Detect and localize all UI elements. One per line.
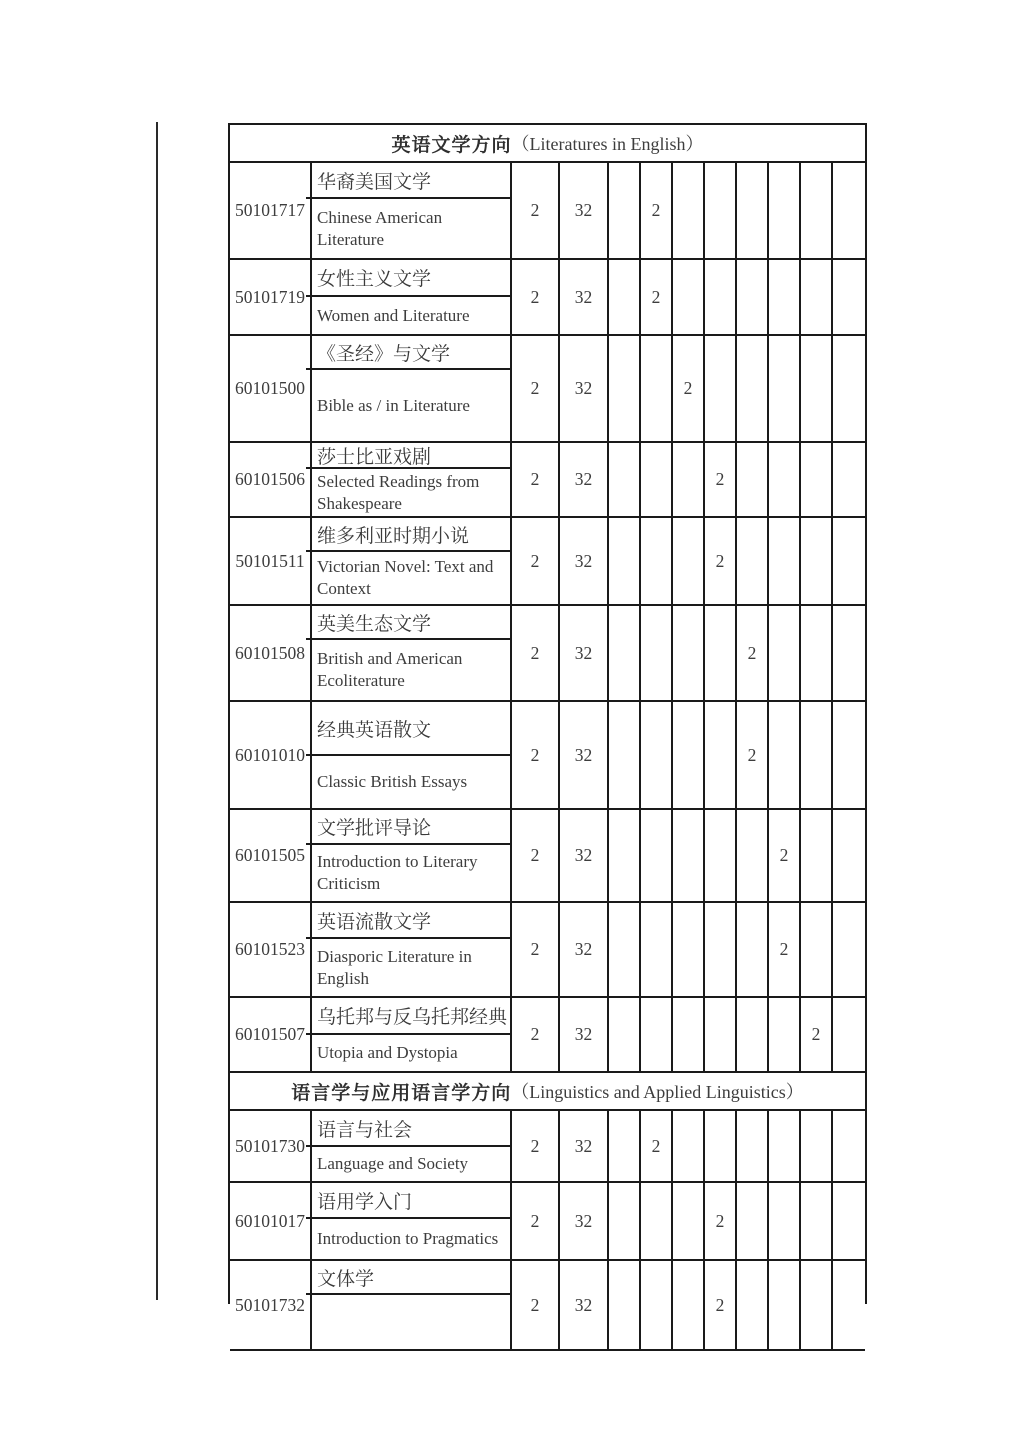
semester-value-cell: 2 — [641, 163, 673, 258]
course-name-en: Chinese American Literature — [317, 207, 443, 249]
semester-cell — [641, 702, 673, 808]
semester-cell — [737, 518, 769, 604]
hours-cell: 32 — [560, 1183, 609, 1259]
credits-cell: 2 — [512, 1183, 560, 1259]
semester-cell — [737, 163, 769, 258]
course-row — [230, 702, 865, 810]
semester-cell — [609, 1183, 641, 1259]
semester-cell — [801, 903, 833, 996]
course-name-cell — [312, 336, 512, 441]
semester-cell — [801, 443, 833, 516]
course-code-cell: 50101730 — [230, 1111, 312, 1181]
credits-cell: 2 — [512, 810, 560, 901]
semester-cell — [801, 702, 833, 808]
course-row — [230, 163, 865, 260]
semester-cell — [737, 443, 769, 516]
semester-cell — [769, 998, 801, 1071]
credits-cell: 2 — [512, 260, 560, 334]
hours-cell: 32 — [560, 1261, 609, 1349]
curriculum-table — [228, 123, 867, 1315]
semester-cell — [833, 903, 865, 996]
name-divider-stub — [306, 1033, 312, 1035]
semester-value-cell: 2 — [673, 336, 705, 441]
course-name-zh: 莎士比亚戏剧 — [312, 443, 510, 469]
semester-cell — [641, 903, 673, 996]
semester-cell — [609, 443, 641, 516]
hours-cell: 32 — [560, 518, 609, 604]
course-row — [230, 998, 865, 1073]
semester-cell — [737, 903, 769, 996]
credits-cell: 2 — [512, 518, 560, 604]
name-divider-stub — [306, 368, 312, 370]
semester-cell — [609, 1261, 641, 1349]
semester-cell — [833, 606, 865, 700]
course-name-zh: 经典英语散文 — [312, 702, 510, 756]
name-divider-stub — [306, 937, 312, 939]
credits-cell: 2 — [512, 903, 560, 996]
course-name-cell — [312, 903, 512, 996]
semester-cell — [705, 998, 737, 1071]
semester-cell — [833, 1111, 865, 1181]
course-name-cell — [312, 163, 512, 258]
course-name-zh: 英语流散文学 — [312, 903, 510, 939]
section-title-en: （Literatures in English） — [511, 134, 704, 154]
course-code-cell: 50101511 — [230, 518, 312, 604]
name-divider-stub — [306, 843, 312, 845]
semester-cell — [737, 336, 769, 441]
semester-cell — [609, 163, 641, 258]
course-row — [230, 810, 865, 903]
semester-cell — [801, 163, 833, 258]
semester-cell — [737, 1261, 769, 1349]
course-code-cell: 50101719 — [230, 260, 312, 334]
semester-cell — [673, 702, 705, 808]
name-divider-stub — [306, 197, 312, 199]
semester-cell — [769, 702, 801, 808]
course-name-cell — [312, 606, 512, 700]
course-name-en: Diasporic Literature in English — [317, 946, 472, 988]
semester-cell — [833, 336, 865, 441]
semester-cell — [641, 443, 673, 516]
credits-cell: 2 — [512, 702, 560, 808]
hours-cell: 32 — [560, 810, 609, 901]
credits-cell: 2 — [512, 606, 560, 700]
course-name-zh: 《圣经》与文学 — [312, 336, 510, 370]
course-name-cell — [312, 1111, 512, 1181]
course-name-cell — [312, 260, 512, 334]
course-name-cell — [312, 518, 512, 604]
course-code-cell: 60101010 — [230, 702, 312, 808]
semester-cell — [801, 1111, 833, 1181]
section-title-en: （Linguistics and Applied Linguistics） — [511, 1082, 804, 1102]
course-name-zh: 语言与社会 — [312, 1111, 510, 1147]
semester-cell — [769, 606, 801, 700]
semester-cell — [833, 260, 865, 334]
semester-cell — [641, 810, 673, 901]
semester-value-cell: 2 — [641, 1111, 673, 1181]
semester-cell — [833, 702, 865, 808]
course-name-cell — [312, 443, 512, 516]
course-name-en: Selected Readings from Shakespeare — [317, 471, 480, 513]
course-code-cell: 60101523 — [230, 903, 312, 996]
semester-cell — [769, 260, 801, 334]
semester-value-cell: 2 — [769, 810, 801, 901]
semester-cell — [673, 1111, 705, 1181]
name-divider-stub — [306, 295, 312, 297]
course-name-en: Victorian Novel: Text and Context — [317, 557, 494, 598]
course-row — [230, 443, 865, 518]
semester-cell — [705, 606, 737, 700]
semester-cell — [609, 606, 641, 700]
section-header-row — [230, 1073, 865, 1111]
section-header-row — [230, 125, 865, 163]
hours-cell: 32 — [560, 260, 609, 334]
semester-cell — [705, 1111, 737, 1181]
semester-cell — [609, 903, 641, 996]
course-name-zh: 维多利亚时期小说 — [312, 518, 510, 552]
semester-value-cell: 2 — [737, 606, 769, 700]
semester-cell — [609, 810, 641, 901]
semester-cell — [609, 702, 641, 808]
hours-cell: 32 — [560, 702, 609, 808]
semester-cell — [609, 998, 641, 1071]
semester-cell — [737, 998, 769, 1071]
semester-cell — [673, 443, 705, 516]
course-row — [230, 518, 865, 606]
name-divider-stub — [306, 1217, 312, 1219]
course-name-en: Women and Literature — [317, 305, 470, 325]
semester-cell — [673, 998, 705, 1071]
semester-cell — [737, 1183, 769, 1259]
semester-cell — [673, 606, 705, 700]
name-divider-stub — [306, 1145, 312, 1147]
semester-cell — [609, 1111, 641, 1181]
course-row — [230, 1111, 865, 1183]
course-name-zh: 文体学 — [312, 1261, 510, 1295]
semester-cell — [705, 336, 737, 441]
credits-cell: 2 — [512, 998, 560, 1071]
semester-value-cell: 2 — [705, 443, 737, 516]
semester-cell — [801, 810, 833, 901]
course-name-en: Introduction to Literary Criticism — [317, 852, 478, 893]
course-name-zh: 英美生态文学 — [312, 606, 510, 640]
course-code-cell: 60101505 — [230, 810, 312, 901]
semester-cell — [833, 163, 865, 258]
name-divider-stub — [306, 638, 312, 640]
name-divider-stub — [306, 1293, 312, 1295]
name-divider-stub — [306, 754, 312, 756]
semester-cell — [641, 336, 673, 441]
section-title-zh: 语言学与应用语言学方向 — [291, 1082, 512, 1104]
semester-cell — [833, 810, 865, 901]
left-margin-rule — [156, 122, 158, 1300]
course-name-zh: 语用学入门 — [312, 1183, 510, 1219]
semester-cell — [705, 702, 737, 808]
course-row — [230, 606, 865, 702]
semester-value-cell: 2 — [705, 518, 737, 604]
course-row — [230, 336, 865, 443]
hours-cell: 32 — [560, 606, 609, 700]
semester-cell — [769, 443, 801, 516]
hours-cell: 32 — [560, 336, 609, 441]
semester-cell — [673, 163, 705, 258]
course-code-cell: 60101017 — [230, 1183, 312, 1259]
semester-value-cell: 2 — [769, 903, 801, 996]
semester-cell — [673, 810, 705, 901]
hours-cell: 32 — [560, 1111, 609, 1181]
semester-value-cell: 2 — [641, 260, 673, 334]
name-divider-stub — [306, 550, 312, 552]
semester-cell — [833, 443, 865, 516]
semester-cell — [769, 163, 801, 258]
semester-cell — [769, 336, 801, 441]
course-name-en: Classic British Essays — [317, 772, 468, 791]
semester-cell — [833, 518, 865, 604]
semester-cell — [801, 606, 833, 700]
semester-value-cell: 2 — [705, 1261, 737, 1349]
semester-cell — [609, 336, 641, 441]
semester-cell — [801, 336, 833, 441]
semester-cell — [801, 518, 833, 604]
course-name-en: Bible as / in Literature — [317, 395, 470, 415]
course-name-en: Language and Society — [317, 1154, 469, 1173]
semester-cell — [801, 1261, 833, 1349]
semester-cell — [833, 998, 865, 1071]
semester-cell — [641, 998, 673, 1071]
semester-cell — [833, 1183, 865, 1259]
semester-cell — [737, 260, 769, 334]
course-code-cell: 50101717 — [230, 163, 312, 258]
course-code-cell: 50101732 — [230, 1261, 312, 1349]
course-row — [230, 1261, 865, 1351]
semester-cell — [673, 518, 705, 604]
credits-cell: 2 — [512, 1111, 560, 1181]
course-name-en: Utopia and Dystopia — [317, 1043, 458, 1062]
semester-cell — [705, 810, 737, 901]
hours-cell: 32 — [560, 998, 609, 1071]
semester-cell — [641, 1261, 673, 1349]
course-code-cell: 60101507 — [230, 998, 312, 1071]
credits-cell: 2 — [512, 163, 560, 258]
hours-cell: 32 — [560, 443, 609, 516]
semester-cell — [673, 260, 705, 334]
course-name-en: Introduction to Pragmatics — [317, 1229, 499, 1248]
course-name-cell — [312, 810, 512, 901]
semester-cell — [705, 903, 737, 996]
semester-value-cell: 2 — [705, 1183, 737, 1259]
semester-cell — [641, 1183, 673, 1259]
semester-cell — [769, 1261, 801, 1349]
semester-cell — [705, 163, 737, 258]
course-row — [230, 260, 865, 336]
semester-cell — [801, 260, 833, 334]
semester-cell — [641, 518, 673, 604]
credits-cell: 2 — [512, 336, 560, 441]
course-row — [230, 903, 865, 998]
semester-cell — [609, 260, 641, 334]
semester-cell — [833, 1261, 865, 1349]
semester-cell — [673, 1261, 705, 1349]
course-name-cell — [312, 702, 512, 808]
semester-cell — [673, 903, 705, 996]
course-name-cell — [312, 1261, 512, 1349]
course-row — [230, 1183, 865, 1261]
semester-cell — [769, 1183, 801, 1259]
section-title-zh: 英语文学方向 — [391, 134, 512, 156]
semester-cell — [769, 1111, 801, 1181]
course-code-cell: 60101508 — [230, 606, 312, 700]
semester-cell — [737, 1111, 769, 1181]
semester-cell — [609, 518, 641, 604]
course-name-zh: 文学批评导论 — [312, 810, 510, 845]
semester-value-cell: 2 — [801, 998, 833, 1071]
semester-cell — [673, 1183, 705, 1259]
course-name-zh: 华裔美国文学 — [312, 163, 510, 199]
course-name-zh: 女性主义文学 — [312, 260, 510, 297]
course-name-zh: 乌托邦与反乌托邦经典 — [312, 998, 510, 1035]
course-name-en: British and American Ecoliterature — [317, 649, 463, 690]
hours-cell: 32 — [560, 163, 609, 258]
credits-cell: 2 — [512, 1261, 560, 1349]
semester-cell — [641, 606, 673, 700]
semester-cell — [737, 810, 769, 901]
semester-cell — [801, 1183, 833, 1259]
semester-value-cell: 2 — [737, 702, 769, 808]
course-code-cell: 60101500 — [230, 336, 312, 441]
course-code-cell: 60101506 — [230, 443, 312, 516]
hours-cell: 32 — [560, 903, 609, 996]
semester-cell — [769, 518, 801, 604]
course-name-cell — [312, 1183, 512, 1259]
credits-cell: 2 — [512, 443, 560, 516]
semester-cell — [705, 260, 737, 334]
name-divider-stub — [306, 467, 312, 469]
course-name-en — [312, 1295, 510, 1349]
course-name-cell — [312, 998, 512, 1071]
